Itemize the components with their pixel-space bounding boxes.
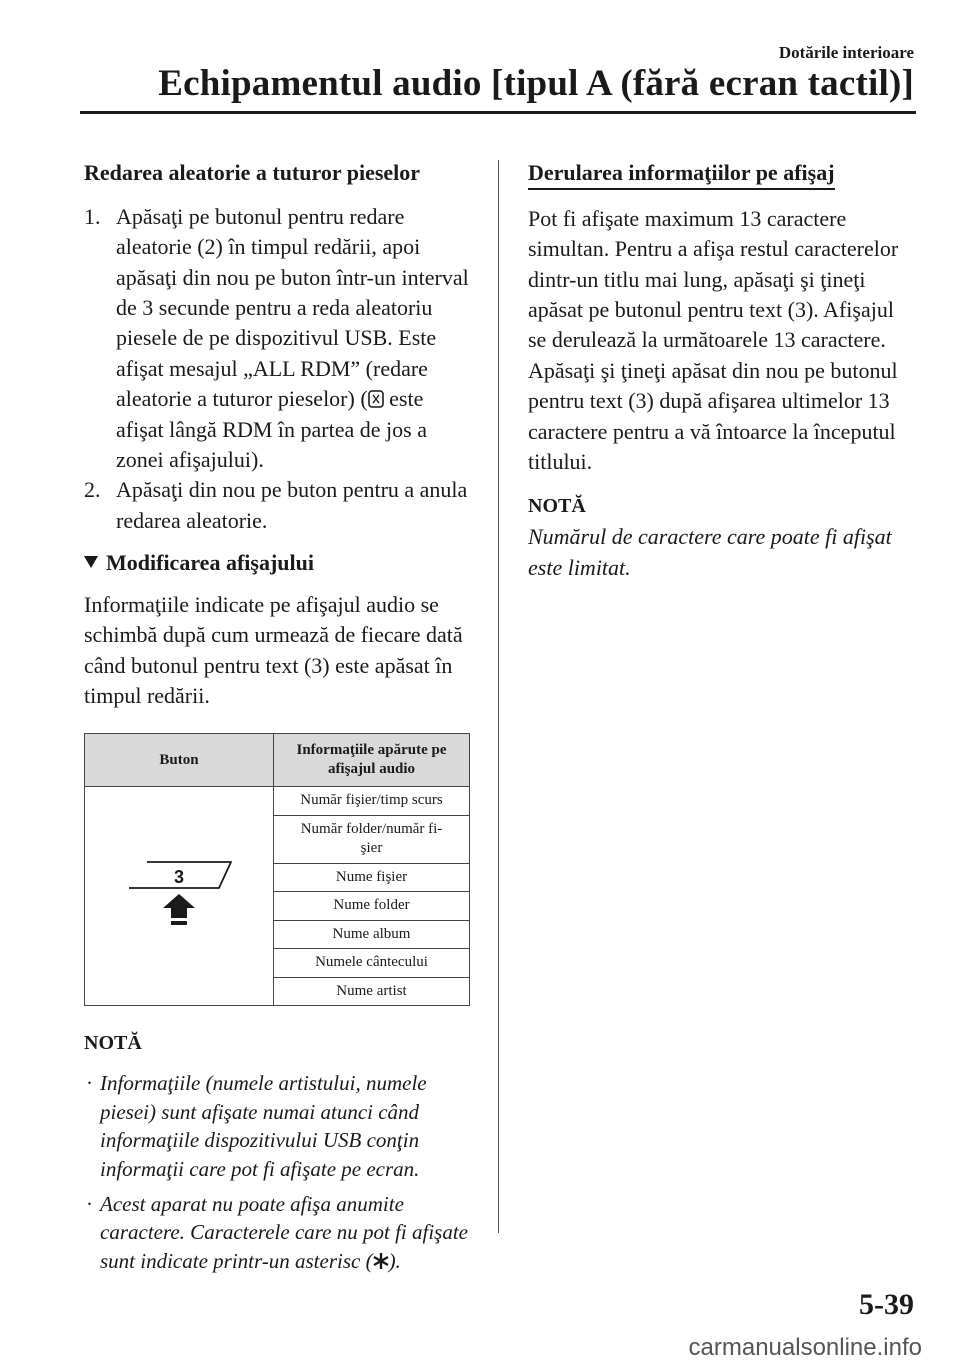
section-label: Dotările interioare — [778, 43, 914, 62]
table-header-button: Buton — [85, 734, 274, 787]
triangle-icon — [84, 556, 98, 568]
random-icon — [368, 390, 384, 408]
table-cell: Număr fişier/timp scurs — [274, 787, 470, 816]
note-text-a: Acest aparat nu poate afişa anumite caractere. Caracterele care nu pot fi afişate sunt indicate printr-un asterisc ( — [100, 1191, 468, 1273]
steps-list — [84, 202, 472, 536]
heading-random-all: Redarea aleatorie a tuturor pieselor — [84, 160, 421, 185]
table-cell: Nume album — [274, 920, 470, 949]
note-item — [84, 1190, 472, 1276]
table-cell: Număr folder/număr fi- şier — [274, 815, 470, 863]
step-2 — [84, 475, 472, 536]
note-text-b: ). — [388, 1248, 401, 1273]
left-column — [84, 160, 472, 1281]
step-number: 1. — [84, 204, 101, 229]
page-title: Echipamentul audio [tipul A (fără ecran tactil)] — [158, 63, 914, 104]
section-paragraph: Informaţiile indicate pe afişajul audio se schimbă după cum urmează de fiecare dată când butonul pentru text (3) este apăsat în timpul redării. — [84, 591, 463, 709]
table-header-row — [85, 734, 470, 787]
header-rule — [80, 111, 916, 114]
page-number: 5-39 — [859, 1288, 914, 1321]
section-title: Modificarea afişajului — [106, 549, 314, 575]
right-column — [528, 160, 916, 583]
section-heading-display — [84, 550, 472, 576]
press-arrow-icon — [163, 894, 195, 918]
table-cell: Nume fişier — [274, 863, 470, 892]
table-cell: Nume folder — [274, 892, 470, 921]
heading-scroll-display: Derularea informaţiilor pe afişaj — [528, 160, 835, 190]
note-item — [84, 1069, 472, 1183]
button-number-label: 3 — [173, 867, 185, 888]
step-text-a: Apăsaţi pe butonul pentru redare aleatorie (2) în timpul redării, apoi apăsaţi din nou pe buton într-un interval de 3 secunde pentru a reda aleatoriu piesele de pe dispozitivul USB. Este afişat mesajul „ALL RDM” (redare aleatorie a tuturor pieselor) ( — [116, 204, 469, 412]
table-header-info: Informaţiile apărute pe afişajul audio — [274, 734, 470, 787]
note-text: Informaţiile (numele artistului, numele piesei) sunt afişate numai atunci când informaţiile dispozitivului USB conţin informaţii care pot fi afişate pe ecran. — [100, 1071, 427, 1182]
note-title: NOTĂ — [84, 1032, 142, 1055]
text-button-illustration — [119, 858, 239, 928]
button-cell — [85, 787, 274, 1006]
step-text-b: este afişat lângă RDM în partea de jos a zonei afişajului). — [116, 386, 427, 472]
table-cell: Numele cântecului — [274, 949, 470, 978]
note-text: Numărul de caractere care poate fi afişat este limitat. — [528, 524, 892, 580]
step-1 — [84, 202, 472, 475]
table-row — [85, 787, 470, 816]
column-divider — [498, 160, 499, 1233]
bullet-icon: · — [86, 1071, 93, 1096]
asterisk-icon — [373, 1252, 389, 1270]
watermark: carmanualsonline.info — [688, 1334, 922, 1361]
step-number: 2. — [84, 477, 101, 503]
table-cell: Nume artist — [274, 977, 470, 1006]
step-text: Apăsaţi din nou pe buton pentru a anula redarea aleatorie. — [116, 477, 468, 533]
info-table — [84, 733, 470, 1006]
bullet-icon: · — [86, 1191, 93, 1216]
note-title: NOTĂ — [528, 495, 586, 518]
scroll-paragraph: Pot fi afişate maximum 13 caractere simultan. Pentru a afişa restul caracterelor dintr-un titlu mai lung, apăsaţi şi ţineţi apăsat pe butonul pentru text (3). Afişajul se derulează la următoarele 13 caractere. Apăsaţi şi ţineţi apăsat din nou pe butonul pentru text (3) după afişarea ultimelor 13 caractere pentru a vă întoarce la începutul titlului. — [528, 206, 899, 474]
